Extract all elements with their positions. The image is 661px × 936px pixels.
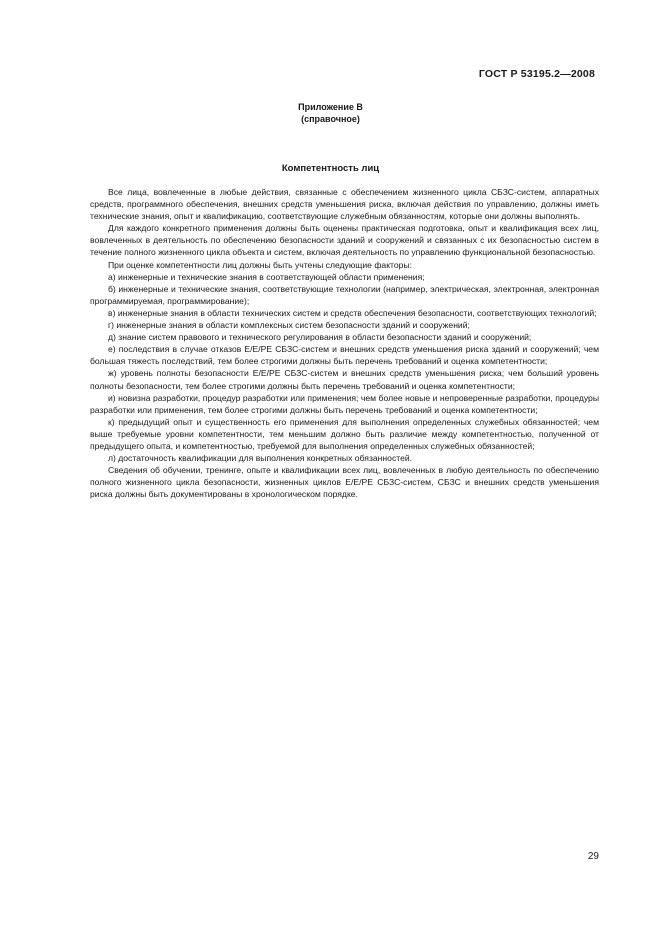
standard-header: ГОСТ Р 53195.2—2008 <box>478 68 595 80</box>
factor-d: д) знание систем правового и технического регулирования в области безопасности зданий и сооружений; <box>108 332 532 343</box>
page-number: 29 <box>587 851 599 862</box>
factor-zh: ж) уровень полноты безопасности Е/Е/РЕ СБЗС-систем и внешних средств уменьшения риска; чем больший уровень полноты безопасности, тем более строгими должны быть перечень требований и оценка компетентности; <box>90 368 599 391</box>
factor-v: в) инженерные знания в области технических систем и средств обеспечения безопасности, соответствующих технологий; <box>108 307 597 318</box>
appendix-kind: (справочное) <box>301 114 360 124</box>
paragraph-application: Для каждого конкретного применения должны быть оценены практическая подготовка, опыт и квалификация всех лиц, вовлеченных в деятельность по обеспечению безопасности зданий и сооружений и связанных с их безопасностью систем в течение полного жизненного цикла объекта и систем, включая деятельность по управлению функциональной безопасностью. <box>90 223 599 258</box>
factor-e: е) последствия в случае отказов Е/Е/РЕ СБЗС-систем и внешних средств уменьшения риска зданий и сооружений; чем большая тяжесть последствий, тем более строгими должны быть перечень требований и оценка компетентности; <box>90 344 599 367</box>
factor-i: и) новизна разработки, процедур разработки или применения; чем более новые и непроверенные разработки, процедуры разработки или применения, тем более строгими должны быть перечень требований и оценка компетентности; <box>90 392 599 415</box>
factor-l: л) достаточность квалификации для выполнения конкретных обязанностей. <box>108 453 413 464</box>
factor-g: г) инженерные знания в области комплексных систем безопасности зданий и сооружений; <box>108 320 470 331</box>
factor-k: к) предыдущий опыт и существенность его применения для выполнения определенных служебных обязанностей; чем выше требуемые уровни компетентности, тем меньшим должно быть различие между компетентностью, полученной от предыдущего опыта, и компетентностью, требуемой для выполнения определенных служебных обязанностей; <box>90 416 599 451</box>
body-text <box>90 186 599 500</box>
factor-a: а) инженерные и технические знания в соответствующей области применения; <box>108 271 425 282</box>
appendix-heading <box>0 101 661 125</box>
paragraph-documentation: Сведения об обучении, тренинге, опыте и квалификации всех лиц, вовлеченных в любую деятельность по обеспечению полного жизненного цикла безопасности, жизненных циклов Е/Е/РЕ СБЗС-систем, СБЗС и внешних средств уменьшения риска должны быть документированы в хронологическом порядке. <box>90 465 599 500</box>
paragraph-intro: Все лица, вовлеченные в любые действия, связанные с обеспечением жизненного цикла СБЗС-систем, аппаратных средств, программного обеспечения, внешних средств уменьшения риска, включая действия по управлению, должны иметь технические знания, опыт и квалификацию, соответствующие служебным обязанностям, которые они должны выполнять. <box>90 187 599 222</box>
paragraph-factors-lead: При оценке компетентности лиц должны быть учтены следующие факторы: <box>108 259 413 270</box>
factor-b: б) инженерные и технические знания, соответствующие технологии (например, электрическая, электронная, электронная программируемая, программирование); <box>90 283 599 306</box>
section-title: Компетентность лиц <box>281 163 380 174</box>
appendix-label: Приложение В <box>298 102 363 112</box>
